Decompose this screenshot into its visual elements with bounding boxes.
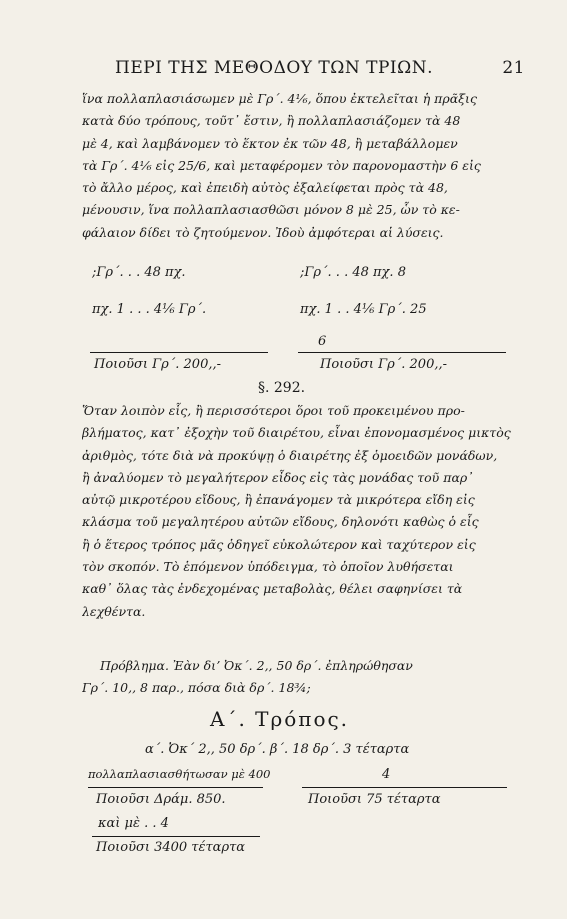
text-line: τὰ Γρ΄. 4⅙ εἰς 25/6, καὶ μεταφέρομεν τὸν παρονομαστὴν 6 εἰς — [82, 157, 481, 173]
page-header — [115, 58, 525, 78]
page-number: 21 — [502, 58, 525, 78]
times-four: καὶ μὲ . . 4 — [98, 816, 169, 831]
solution-left-row-1: ;Γρ΄. . . 48 πχ. — [92, 265, 186, 280]
body-paragraph — [82, 400, 512, 623]
given-values: α΄. Ὀκ΄ 2,, 50 δρ΄. β΄. 18 δρ΄. 3 τέταρτα — [145, 742, 410, 757]
total-result: Ποιοῦσι 3400 τέταρτα — [96, 840, 246, 855]
text-line: Ὅταν λοιπὸν εἷς, ἢ περισσότεροι ὅροι τοῦ προκειμένου προ- — [82, 403, 465, 418]
text-line: τὸν σκοπόν. Τὸ ἑπόμενον ὑπόδειγμα, τὸ ὁποῖον λυθήσεται — [82, 559, 454, 575]
text-line: ἵνα πολλαπλασιάσωμεν μὲ Γρ΄. 4⅙, ὅπου ἐκτελεῖται ἡ πρᾶξις — [82, 91, 477, 106]
intro-paragraph — [82, 88, 512, 244]
text-line: βλήματος, κατ᾽ ἐξοχὴν τοῦ διαιρέτου, εἶναι ἐπονομασμένος μικτὸς — [82, 425, 511, 441]
calc-rule-left — [88, 787, 263, 788]
multiplier-four: 4 — [382, 767, 391, 782]
text-line: τὸ ἄλλο μέρος, καὶ ἐπειδὴ αὐτὸς ἐξαλείφεται πρὸς τὰ 48, — [82, 180, 448, 196]
multiply-label: πολλαπλασιασθήτωσαν μὲ 400 — [88, 767, 271, 781]
text-line: ἢ ἀναλύομεν τὸ μεγαλήτερον εἶδος εἰς τὰς μονάδας τοῦ παρ᾽ — [82, 469, 474, 485]
text-line: κατὰ δύο τρόπους, τοῦτ᾽ ἔστιν, ἢ πολλαπλασιάζομεν τὰ 48 — [82, 113, 461, 129]
result-rule-right — [298, 352, 506, 353]
text-line: μὲ 4, καὶ λαμβάνομεν τὸ ἕκτον ἐκ τῶν 48, ἢ μεταβάλλομεν — [82, 135, 458, 151]
text-line: φάλαιον δίδει τὸ ζητούμενον. Ἰδοὺ ἀμφότεραι αἱ λύσεις. — [82, 224, 444, 240]
text-line: κλάσμα τοῦ μεγαλητέρου αὐτῶν εἴδους, δηλονότι καθὼς ὁ εἷς — [82, 514, 479, 530]
drams-result: Ποιοῦσι Δράμ. 850. — [96, 792, 226, 807]
text-line: λεχθέντα. — [82, 603, 146, 619]
text-line: ἀριθμὸς, τότε διὰ νὰ προκύψῃ ὁ διαιρέτης ἐξ ὁμοειδῶν μονάδων, — [82, 447, 498, 463]
section-number: §. 292. — [258, 380, 306, 396]
solution-left-row-2: πχ. 1 . . . 4⅙ Γρ΄. — [92, 302, 207, 317]
solution-left-result: Ποιοῦσι Γρ΄. 200,,- — [94, 357, 221, 372]
method-heading: Α΄. Τρόπος. — [210, 707, 350, 731]
running-title: ΠΕΡΙ ΤΗΣ ΜΕΘΟΔΟΥ ΤΩΝ ΤΡΙΩΝ. — [115, 58, 433, 78]
text-line: αὐτῷ μικροτέρου εἴδους, ἢ ἐπανάγομεν τὰ μικρότερα εἴδη εἰς — [82, 492, 475, 508]
text-line: Πρόβλημα. Ἐὰν διʼ Ὀκ΄. 2,, 50 δρ΄. ἐπληρώθησαν — [100, 658, 413, 673]
text-line: καθ᾽ ὅλας τὰς ἐνδεχομένας μεταβολὰς, θέλει σαφηνίσει τὰ — [82, 581, 463, 597]
solution-right-result: Ποιοῦσι Γρ΄. 200,,- — [320, 357, 447, 372]
quarters-result: Ποιοῦσι 75 τέταρτα — [308, 792, 441, 807]
text-line: ἢ ὁ ἕτερος τρόπος μᾶς ὁδηγεῖ εὐκολώτερον καὶ ταχύτερον εἰς — [82, 536, 476, 552]
solution-right-row-1: ;Γρ΄. . . 48 πχ. 8 — [300, 265, 406, 280]
solution-right-row-2: πχ. 1 . . 4⅙ Γρ΄. 25 — [300, 302, 427, 317]
text-line: Γρ΄. 10,, 8 παρ., πόσα διὰ δρ΄. 18¾; — [82, 680, 311, 696]
text-line: μένουσιν, ἵνα πολλαπλασιασθῶσι μόνον 8 μὲ 25, ὧν τὸ κε- — [82, 202, 460, 218]
calc-rule-right — [302, 787, 507, 788]
result-rule-left — [90, 352, 268, 353]
problem-statement — [82, 655, 512, 700]
solution-right-denominator: 6 — [318, 334, 327, 349]
calc-rule-total — [92, 836, 260, 837]
